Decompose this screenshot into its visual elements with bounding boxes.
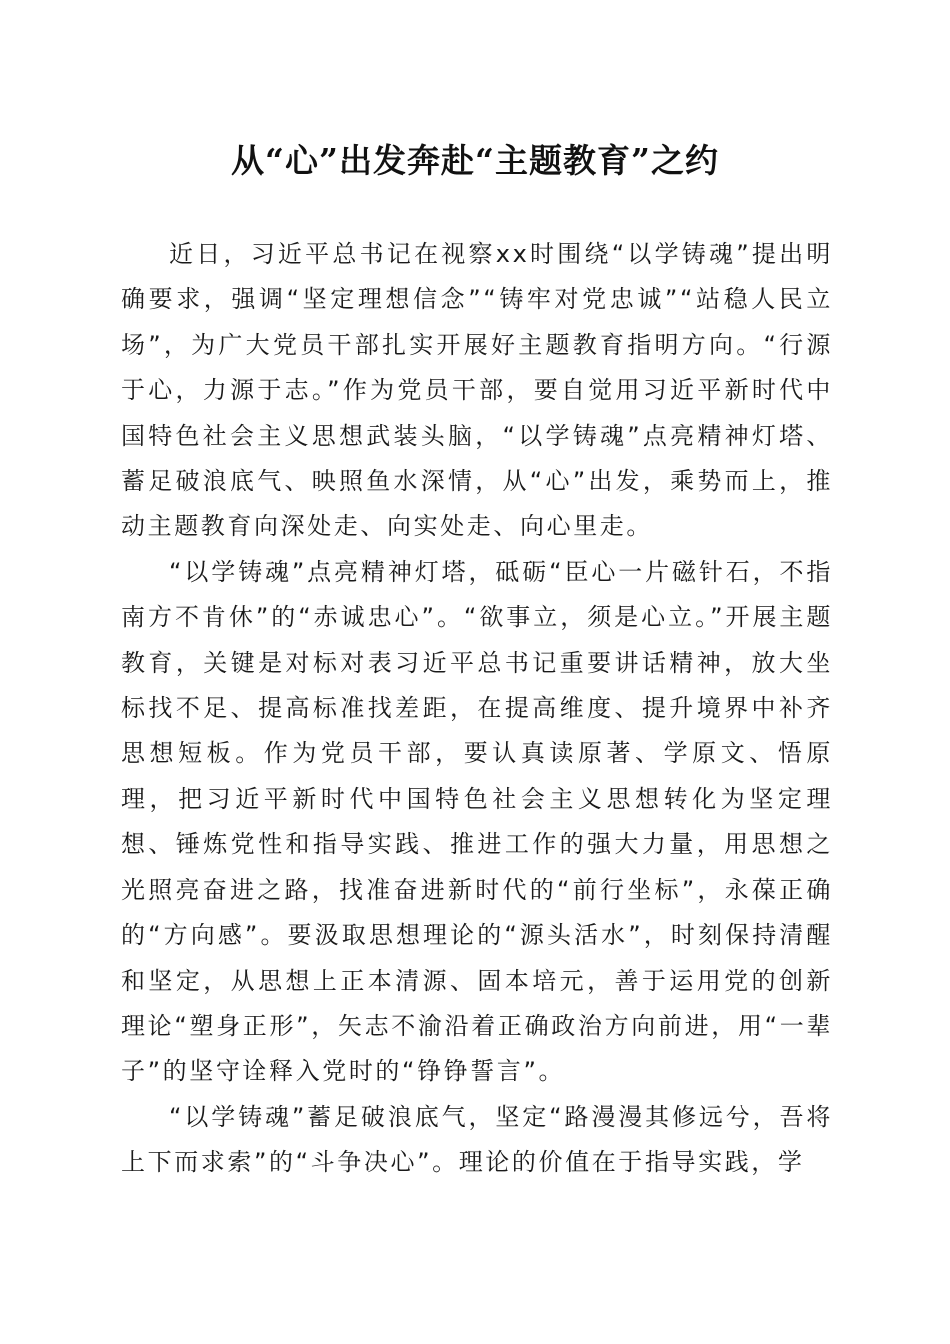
paragraph-2: “以学铸魂”点亮精神灯塔，砥砺“臣心一片磁针石，不指南方不肯休”的“赤诚忠心”。“欲事立，须是心立。”开展主题教育，关键是对标对表习近平总书记重要讲话精神，放大坐标找不足、提高标准找差距，在提高维度、提升境界中补齐思想短板。作为党员干部，要认真读原著、学原文、悟原理，把习近平新时代中国特色社会主义思想转化为坚定理想、锤炼党性和指导实践、推进工作的强大力量，用思想之光照亮奋进之路，找准奋进新时代的“前行坐标”，永葆正确的“方向感”。要汲取思想理论的“源头活水”，时刻保持清醒和坚定，从思想上正本清源、固本培元，善于运用党的创新理论“塑身正形”，矢志不渝沿着正确政治方向前进，用“一辈子”的坚守诠释入党时的“铮铮誓言”。 <box>121 557 833 1086</box>
document-body <box>121 232 833 1186</box>
paragraph-1: 近日，习近平总书记在视察xx时围绕“以学铸魂”提出明确要求，强调“坚定理想信念”“铸牢对党忠诚”“站稳人民立场”，为广大党员干部扎实开展好主题教育指明方向。“行源于心，力源于志。”作为党员干部，要自觉用习近平新时代中国特色社会主义思想武装头脑，“以学铸魂”点亮精神灯塔、蓄足破浪底气、映照鱼水深情，从“心”出发，乘势而上，推动主题教育向深处走、向实处走、向心里走。 <box>121 240 833 541</box>
paragraph-3: “以学铸魂”蓄足破浪底气，坚定“路漫漫其修远兮，吾将上下而求索”的“斗争决心”。理论的价值在于指导实践，学 <box>121 1102 833 1177</box>
document-title: 从“心”出发奔赴“主题教育”之约 <box>231 141 719 180</box>
